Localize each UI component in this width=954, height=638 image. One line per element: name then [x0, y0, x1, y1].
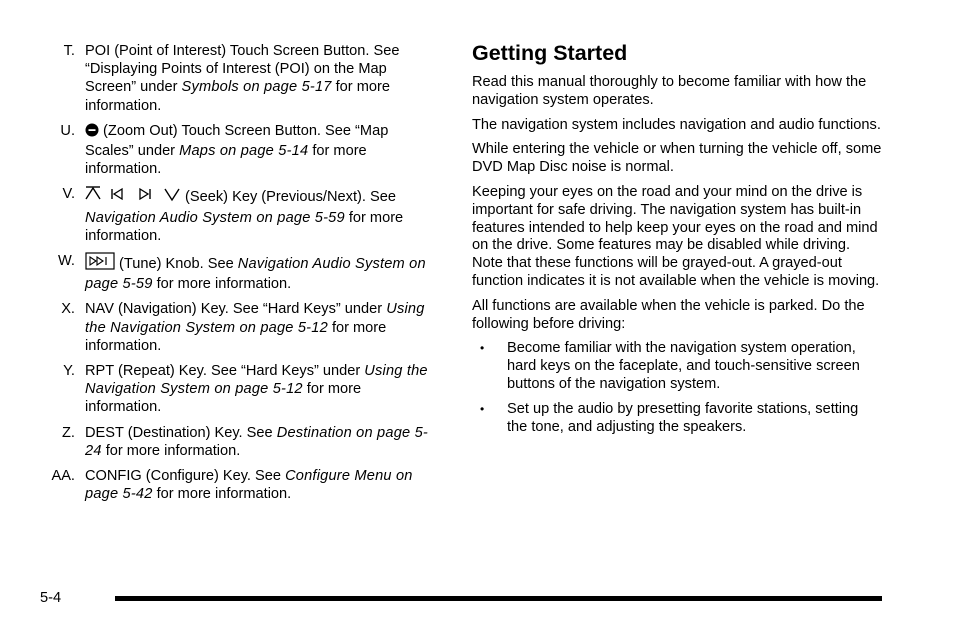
cross-reference: Using the Navigation System on page 5-12: [85, 363, 428, 398]
text-run: for more information.: [85, 319, 387, 354]
cross-reference: Maps on page 5-14: [179, 143, 309, 160]
item-label: T.: [63, 43, 75, 59]
cross-reference: Symbols on page 5-17: [181, 79, 332, 96]
seek-keys-icon: [85, 185, 181, 208]
tune-icon: [85, 252, 115, 275]
list-item: [36, 362, 440, 417]
item-text: [85, 362, 440, 417]
text-run: for more information.: [85, 79, 390, 114]
text-run: RPT (Repeat) Key. See “Hard Keys” under: [85, 363, 365, 380]
cross-reference: Navigation Audio System on page 5-59: [85, 256, 426, 293]
bullet-text: Set up the audio by presetting favorite stations, setting the tone, and adjusting the speakers.: [507, 400, 859, 435]
text-run: for more information.: [152, 486, 292, 503]
list-item: [36, 252, 440, 293]
text-run: for more information.: [85, 209, 404, 244]
text-run: for more information.: [101, 442, 241, 459]
item-label: Z.: [62, 424, 75, 441]
paragraph: The navigation system includes navigation and audio functions.: [472, 116, 881, 133]
text-run: for more information.: [152, 276, 292, 293]
bullet-list: [472, 340, 882, 436]
item-text: [85, 424, 440, 460]
right-column: [472, 40, 882, 443]
text-run: DEST (Destination) Key. See: [85, 424, 277, 441]
paragraph: All functions are available when the vehicle is parked. Do the following before driving:: [472, 297, 865, 332]
page-number: 5-4: [40, 590, 62, 606]
text-run: (Seek) Key (Previous/Next). See: [181, 189, 396, 206]
item-text: [85, 122, 440, 179]
bullet-icon: •: [480, 341, 485, 356]
item-text: [85, 42, 440, 115]
left-column: [36, 42, 440, 510]
item-text: [85, 185, 440, 245]
text-run: (Tune) Knob. See: [115, 256, 238, 273]
cross-reference: Navigation Audio System on page 5-59: [85, 209, 345, 226]
list-item: [36, 424, 440, 460]
list-item: [36, 122, 440, 179]
footer-rule: [115, 596, 882, 601]
list-item: [36, 185, 440, 245]
list-item: [36, 467, 440, 503]
item-label: X.: [61, 301, 75, 318]
item-text: [85, 300, 440, 355]
item-text: [85, 252, 440, 293]
text-run: NAV (Navigation) Key. See “Hard Keys” under: [85, 301, 387, 318]
cross-reference: Destination on page 5-24: [85, 424, 428, 459]
cross-reference: Configure Menu on page 5-42: [85, 468, 413, 503]
text-run: CONFIG (Configure) Key. See: [85, 468, 286, 485]
list-item: [472, 401, 882, 437]
list-item: [472, 340, 882, 393]
text-run: POI (Point of Interest) Touch Screen Button. See “Displaying Points of Interest (POI) on the Map Screen” under: [85, 43, 400, 96]
item-text: [85, 467, 440, 503]
bullet-icon: •: [480, 401, 485, 416]
text-run: (Zoom Out) Touch Screen Button. See “Map Scales” under: [85, 122, 389, 160]
text-run: for more information.: [85, 381, 362, 416]
text-run: for more information.: [85, 143, 367, 178]
paragraph: Keeping your eyes on the road and your mind on the drive is important for safe driving. The navigation system has built-in features intended to help keep your eyes on the road and mind on the drive. Some features may be disabled while driving. Note that these functions will be grayed-out. A grayed-out function indicates it is not available when the vehicle is moving.: [472, 183, 880, 289]
list-item: [36, 300, 440, 355]
list-item: [36, 42, 440, 115]
item-label: U.: [60, 122, 75, 139]
zoom-out-icon: [85, 123, 99, 142]
item-label: AA.: [51, 468, 75, 485]
section-heading: Getting Started: [472, 41, 628, 65]
bullet-text: Become familiar with the navigation system operation, hard keys on the faceplate, and touch-sensitive screen buttons of the navigation system.: [507, 340, 860, 392]
item-label: V.: [62, 186, 75, 203]
paragraph: Read this manual thoroughly to become familiar with how the navigation system operates.: [472, 74, 867, 108]
paragraph: While entering the vehicle or when turning the vehicle off, some DVD Map Disc noise is normal.: [472, 141, 882, 176]
item-label: Y.: [63, 363, 75, 380]
cross-reference: Using the Navigation System on page 5-12: [85, 301, 425, 336]
item-label: W.: [57, 253, 75, 270]
